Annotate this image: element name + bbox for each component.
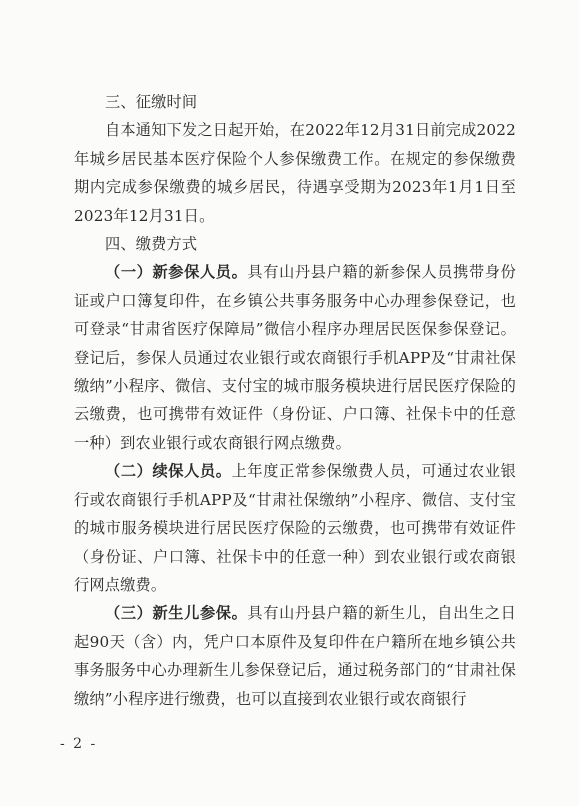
payment-item-newborn: [74, 599, 516, 713]
payment-item-title: （一）新参保人员。: [105, 263, 248, 282]
payment-item-title: （三）新生儿参保。: [105, 604, 248, 623]
payment-item-title: （二）续保人员。: [105, 462, 232, 481]
payment-item-text: 具有山丹县户籍的新生儿，自出生之日起90天（含）内，凭户口本原件及复印件在户籍所在地乡镇公共事务服务中心办理新生儿参保登记后，通过税务部门的“甘肃社保缴纳”小程序进行缴费，也可以直接到农业银行或农商银行: [74, 604, 516, 708]
document-body: [74, 88, 516, 713]
collection-time-paragraph: 自本通知下发之日起开始，在2022年12月31日前完成2022年城乡居民基本医疗保险个人参保缴费工作。在规定的参保缴费期内完成参保缴费的城乡居民，待遇享受期为2023年1月1日至2023年12月31日。: [74, 121, 516, 225]
section-heading-payment-method: 四、缴费方式: [105, 235, 198, 254]
section-heading-collection-time: 三、征缴时间: [105, 93, 198, 111]
payment-item-new-insured: [74, 258, 516, 457]
payment-item-renewal: [74, 457, 516, 599]
payment-item-text: 上年度正常参保缴费人员，可通过农业银行或农商银行手机APP及“甘肃社保缴纳”小程序、微信、支付宝的城市服务模块进行居民医疗保险的云缴费，也可携带有效证件（身份证、户口簿、社保卡中的任意一种）到农业银行或农商银行网点缴费。: [74, 462, 516, 594]
payment-item-text: 具有山丹县户籍的新参保人员携带身份证或户口簿复印件，在乡镇公共事务服务中心办理参保登记，也可登录“甘肃省医疗保障局”微信小程序办理居民医保参保登记。登记后，参保人员通过农业银行或农商银行手机APP及“甘肃社保缴纳”小程序、微信、支付宝的城市服务模块进行居民医疗保险的云缴费，也可携带有效证件（身份证、户口簿、社保卡中的任意一种）到农业银行或农商银行网点缴费。: [74, 263, 516, 452]
page-number: - 2 -: [60, 736, 98, 752]
